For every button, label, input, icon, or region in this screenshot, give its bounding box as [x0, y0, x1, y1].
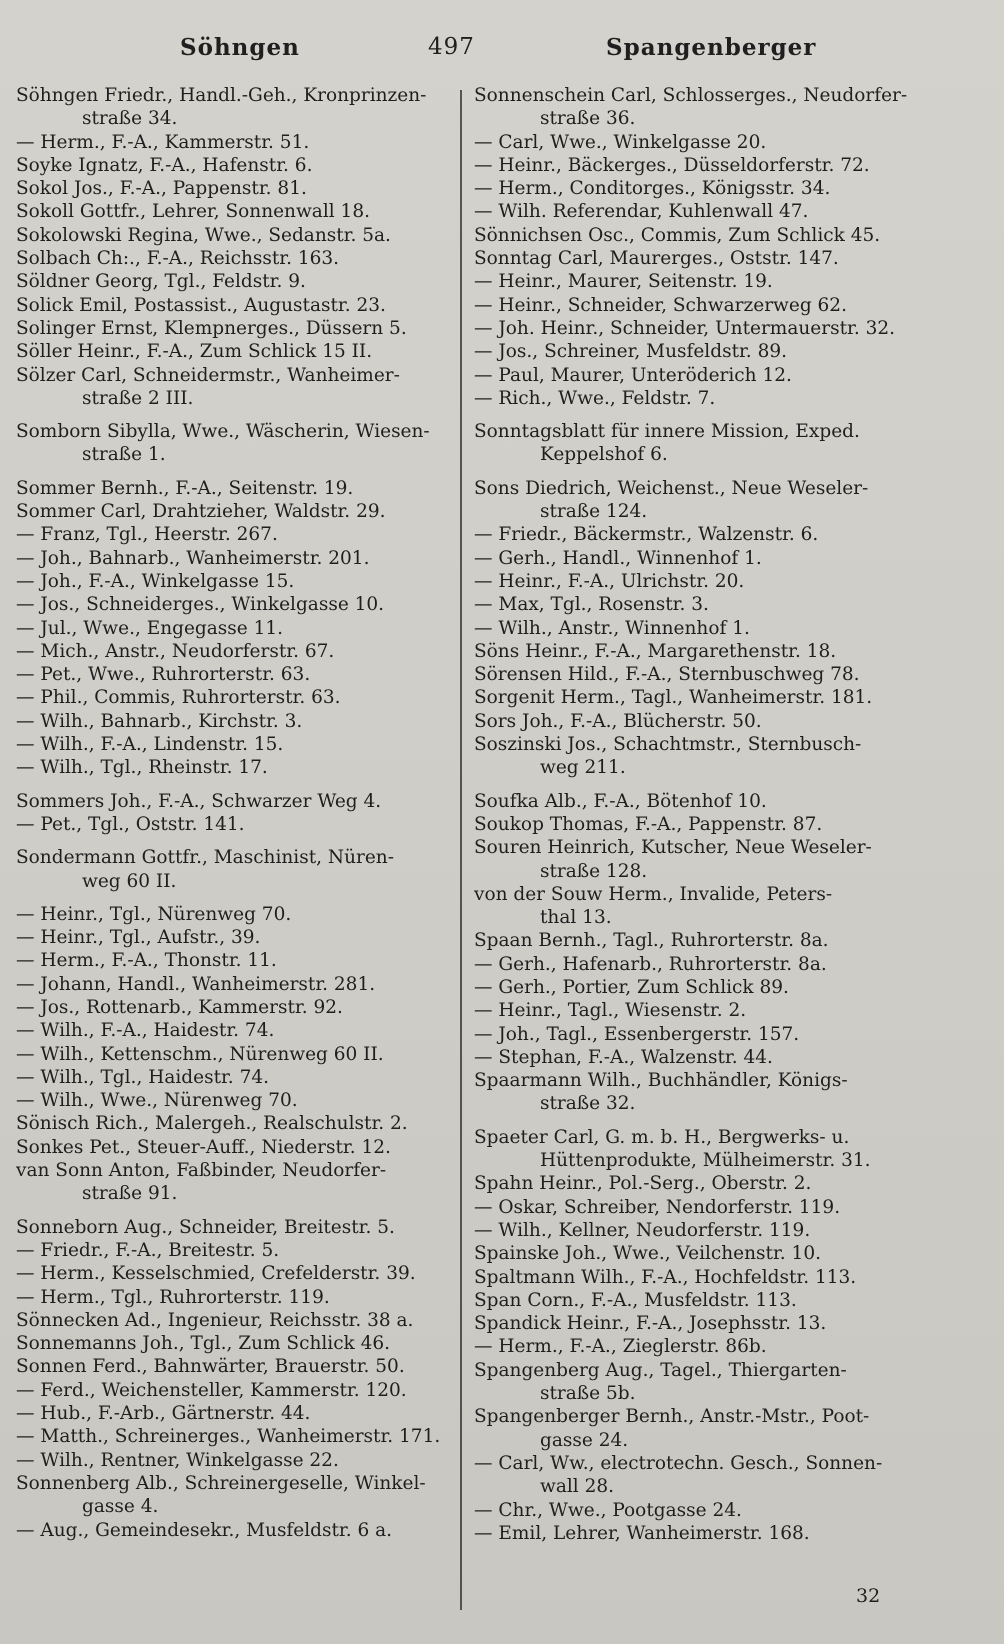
entry-line: — Wilh. Referendar, Kuhlenwall 47.	[474, 201, 809, 223]
entry-continuation: straße 1.	[82, 444, 166, 466]
column-divider	[460, 90, 462, 1610]
entry-line: — Heinr., Maurer, Seitenstr. 19.	[474, 271, 773, 293]
entry-line: — Wilh., F.-A., Haidestr. 74.	[16, 1020, 275, 1042]
directory-entry	[474, 976, 914, 999]
entry-line: — Heinr., Tgl., Nürenweg 70.	[16, 903, 292, 925]
entry-line: — Wilh., Rentner, Winkelgasse 22.	[16, 1449, 339, 1471]
directory-entry	[474, 836, 914, 883]
directory-entry	[16, 224, 456, 247]
right-column	[474, 84, 914, 1545]
entry-line: Söller Heinr., F.-A., Zum Schlick 15 II.	[16, 341, 373, 363]
directory-entry	[474, 200, 914, 223]
directory-entry	[16, 733, 456, 756]
entry-line: Spaarmann Wilh., Buchhändler, Königs-	[474, 1070, 848, 1092]
entry-line: Sonneborn Aug., Schneider, Breitestr. 5.	[16, 1216, 395, 1238]
entry-line: — Joh. Heinr., Schneider, Untermauerstr. 32.	[474, 317, 896, 339]
directory-entry	[474, 477, 914, 524]
entry-line: Sonnen Ferd., Bahnwärter, Brauerstr. 50.	[16, 1356, 405, 1378]
entry-line: Sommer Bernh., F.-A., Seitenstr. 19.	[16, 477, 354, 499]
entry-continuation: straße 34.	[82, 108, 178, 130]
directory-entry	[474, 224, 914, 247]
entry-line: — Heinr., F.-A., Ulrichstr. 20.	[474, 570, 745, 592]
directory-entry	[16, 84, 456, 131]
header-left-keyword: Söhngen	[180, 34, 300, 61]
entry-line: — Wilh., Wwe., Nürenweg 70.	[16, 1090, 298, 1112]
entry-line: — Wilh., Anstr., Winnenhof 1.	[474, 617, 750, 639]
directory-entry	[16, 1019, 456, 1042]
directory-entry	[474, 883, 914, 930]
entry-line: — Max, Tgl., Rosenstr. 3.	[474, 594, 709, 616]
entry-line: Soukop Thomas, F.-A., Pappenstr. 87.	[474, 813, 823, 835]
directory-entry	[474, 317, 914, 340]
entry-line: — Chr., Wwe., Pootgasse 24.	[474, 1499, 742, 1521]
directory-entry	[474, 1405, 914, 1452]
directory-entry	[16, 364, 456, 411]
page-number: 497	[428, 34, 475, 60]
entry-line: — Oskar, Schreiber, Nendorferstr. 119.	[474, 1196, 841, 1218]
entry-continuation: straße 124.	[540, 501, 648, 523]
directory-entry	[16, 790, 456, 813]
directory-entry	[16, 294, 456, 317]
entry-line: Sonnemanns Joh., Tgl., Zum Schlick 46.	[16, 1333, 391, 1355]
entry-line: Spainske Joh., Wwe., Veilchenstr. 10.	[474, 1243, 821, 1265]
entry-line: — Ferd., Weichensteller, Kammerstr. 120.	[16, 1379, 407, 1401]
entry-continuation: Hüttenprodukte, Mülheimerstr. 31.	[540, 1150, 871, 1172]
directory-entry	[16, 200, 456, 223]
entry-line: Solick Emil, Postassist., Augustastr. 23.	[16, 294, 386, 316]
entry-line: Spaltmann Wilh., F.-A., Hochfeldstr. 113.	[474, 1266, 857, 1288]
header-right-keyword: Spangenberger	[606, 34, 817, 61]
directory-entry	[16, 1159, 456, 1206]
entry-line: Somborn Sibylla, Wwe., Wäscherin, Wiesen-	[16, 421, 430, 443]
entry-line: Sölzer Carl, Schneidermstr., Wanheimer-	[16, 364, 400, 386]
directory-entry	[16, 570, 456, 593]
entry-line: Soyke Ignatz, F.-A., Hafenstr. 6.	[16, 154, 313, 176]
entry-line: Spandick Heinr., F.-A., Josephsstr. 13.	[474, 1313, 827, 1335]
directory-entry	[16, 1286, 456, 1309]
entry-line: — Gerh., Portier, Zum Schlick 89.	[474, 976, 789, 998]
entry-line: — Herm., F.-A., Kammerstr. 51.	[16, 131, 310, 153]
entry-line: Soszinski Jos., Schachtmstr., Sternbusch-	[474, 734, 862, 756]
entry-line: Sörensen Hild., F.-A., Sternbuschweg 78.	[474, 664, 860, 686]
directory-entry	[16, 686, 456, 709]
entry-line: van Sonn Anton, Faßbinder, Neudorfer-	[16, 1160, 387, 1182]
entry-continuation: gasse 24.	[540, 1429, 629, 1451]
entry-line: — Herm., F.-A., Zieglerstr. 86b.	[474, 1336, 767, 1358]
entry-line: — Rich., Wwe., Feldstr. 7.	[474, 387, 716, 409]
directory-entry	[16, 1216, 456, 1239]
entry-line: — Joh., Tagl., Essenbergerstr. 157.	[474, 1023, 800, 1045]
entry-line: — Paul, Maurer, Unteröderich 12.	[474, 364, 792, 386]
directory-entry	[474, 247, 914, 270]
directory-entry	[16, 949, 456, 972]
directory-entry	[474, 1219, 914, 1242]
entry-line: Sonnenberg Alb., Schreinergeselle, Winkel-	[16, 1472, 426, 1494]
directory-entry	[474, 1499, 914, 1522]
entry-line: — Joh., F.-A., Winkelgasse 15.	[16, 570, 295, 592]
entry-line: — Wilh., Tgl., Haidestr. 74.	[16, 1066, 269, 1088]
entry-line: Sorgenit Herm., Tagl., Wanheimerstr. 181.	[474, 687, 873, 709]
directory-entry	[16, 1112, 456, 1135]
directory-entry	[474, 733, 914, 780]
directory-entry	[474, 131, 914, 154]
entry-line: — Friedr., Bäckermstr., Walzenstr. 6.	[474, 524, 819, 546]
entry-line: — Carl, Wwe., Winkelgasse 20.	[474, 131, 767, 153]
directory-entry	[474, 1289, 914, 1312]
entry-line: — Heinr., Tgl., Aufstr., 39.	[16, 927, 261, 949]
directory-entry	[474, 364, 914, 387]
entry-line: — Gerh., Handl., Winnenhof 1.	[474, 547, 762, 569]
directory-entry	[474, 593, 914, 616]
entry-line: — Carl, Ww., electrotechn. Gesch., Sonnen-	[474, 1452, 883, 1474]
directory-entry	[16, 973, 456, 996]
directory-entry	[474, 710, 914, 733]
entry-line: — Heinr., Bäckerges., Düsseldorferstr. 72.	[474, 154, 870, 176]
directory-entry	[16, 1425, 456, 1448]
directory-entry	[474, 84, 914, 131]
entry-line: Span Corn., F.-A., Musfeldstr. 113.	[474, 1289, 797, 1311]
entry-line: — Stephan, F.-A., Walzenstr. 44.	[474, 1046, 773, 1068]
directory-entry	[16, 1262, 456, 1285]
directory-entry	[16, 547, 456, 570]
entry-line: Soufka Alb., F.-A., Bötenhof 10.	[474, 790, 767, 812]
directory-entry	[16, 926, 456, 949]
entry-line: — Pet., Wwe., Ruhrorterstr. 63.	[16, 664, 311, 686]
directory-entry	[16, 317, 456, 340]
directory-entry	[16, 903, 456, 926]
directory-entry	[16, 756, 456, 779]
directory-entry	[16, 846, 456, 893]
directory-entry	[474, 640, 914, 663]
directory-entry	[474, 929, 914, 952]
directory-entry	[16, 996, 456, 1019]
directory-entry	[474, 340, 914, 363]
directory-entry	[474, 1522, 914, 1545]
directory-entry	[16, 1379, 456, 1402]
entry-line: — Jos., Schneiderges., Winkelgasse 10.	[16, 594, 385, 616]
directory-entry	[474, 547, 914, 570]
entry-line: Sons Diedrich, Weichenst., Neue Weseler-	[474, 477, 869, 499]
directory-entry	[16, 247, 456, 270]
directory-entry	[16, 1239, 456, 1262]
entry-line: — Aug., Gemeindesekr., Musfeldstr. 6 a.	[16, 1519, 393, 1541]
directory-entry	[474, 1126, 914, 1173]
directory-entry	[16, 523, 456, 546]
directory-entry	[474, 1452, 914, 1499]
entry-continuation: weg 60 II.	[82, 870, 177, 892]
directory-entry	[16, 270, 456, 293]
entry-line: — Wilh., Kettenschm., Nürenweg 60 II.	[16, 1043, 384, 1065]
entry-line: — Wilh., Tgl., Rheinstr. 17.	[16, 757, 268, 779]
directory-entry	[16, 617, 456, 640]
directory-entry	[474, 387, 914, 410]
entry-continuation: straße 5b.	[540, 1383, 636, 1405]
entry-line: Sondermann Gottfr., Maschinist, Nüren-	[16, 847, 394, 869]
entry-line: Sors Joh., F.-A., Blücherstr. 50.	[474, 710, 762, 732]
directory-entry	[474, 1023, 914, 1046]
entry-line: — Wilh., Bahnarb., Kirchstr. 3.	[16, 710, 303, 732]
entry-line: Sommers Joh., F.-A., Schwarzer Weg 4.	[16, 790, 382, 812]
directory-entry	[474, 523, 914, 546]
entry-line: Sokol Jos., F.-A., Pappenstr. 81.	[16, 178, 307, 200]
entry-line: — Herm., Kesselschmied, Crefelderstr. 39.	[16, 1263, 416, 1285]
directory-entry	[474, 177, 914, 200]
directory-entry	[16, 420, 456, 467]
directory-entry	[16, 1089, 456, 1112]
entry-line: — Mich., Anstr., Neudorferstr. 67.	[16, 640, 335, 662]
entry-line: — Matth., Schreinerges., Wanheimerstr. 171.	[16, 1426, 441, 1448]
directory-entry	[474, 1069, 914, 1116]
directory-entry	[474, 1046, 914, 1069]
directory-entry	[474, 154, 914, 177]
entry-line: Solinger Ernst, Klempnerges., Düssern 5.	[16, 317, 407, 339]
entry-line: — Emil, Lehrer, Wanheimerstr. 168.	[474, 1522, 810, 1544]
directory-entry	[474, 663, 914, 686]
entry-line: Spangenberg Aug., Tagel., Thiergarten-	[474, 1359, 847, 1381]
entry-line: — Franz, Tgl., Heerstr. 267.	[16, 524, 278, 546]
entry-line: Spahn Heinr., Pol.-Serg., Oberstr. 2.	[474, 1173, 812, 1195]
directory-entry	[474, 1172, 914, 1195]
entry-line: Sönisch Rich., Malergeh., Realschulstr. 2.	[16, 1113, 408, 1135]
directory-entry	[16, 710, 456, 733]
entry-continuation: thal 13.	[540, 907, 612, 929]
entry-line: — Herm., F.-A., Thonstr. 11.	[16, 950, 277, 972]
directory-entry	[474, 1359, 914, 1406]
directory-entry	[474, 790, 914, 813]
entry-line: Solbach Ch:., F.-A., Reichsstr. 163.	[16, 248, 340, 270]
entry-line: — Johann, Handl., Wanheimerstr. 281.	[16, 973, 376, 995]
directory-entry	[16, 1472, 456, 1519]
directory-entry	[16, 1332, 456, 1355]
entry-line: — Jul., Wwe., Engegasse 11.	[16, 617, 284, 639]
directory-entry	[474, 570, 914, 593]
directory-entry	[16, 1449, 456, 1472]
entry-line: Söns Heinr., F.-A., Margarethenstr. 18.	[474, 640, 837, 662]
entry-line: Spangenberger Bernh., Anstr.-Mstr., Poot-	[474, 1406, 870, 1428]
directory-entry	[474, 813, 914, 836]
entry-line: Sokolowski Regina, Wwe., Sedanstr. 5a.	[16, 224, 391, 246]
entry-line: Sönnecken Ad., Ingenieur, Reichsstr. 38 a.	[16, 1309, 414, 1331]
directory-entry	[474, 617, 914, 640]
entry-line: Sonntag Carl, Maurerges., Oststr. 147.	[474, 248, 839, 270]
entry-line: — Herm., Conditorges., Königsstr. 34.	[474, 178, 831, 200]
directory-entry	[474, 1266, 914, 1289]
directory-entry	[474, 999, 914, 1022]
left-column	[16, 84, 456, 1542]
entry-line: Sonnenschein Carl, Schlosserges., Neudorfer-	[474, 85, 908, 106]
entry-line: Söldner Georg, Tgl., Feldstr. 9.	[16, 271, 306, 293]
entry-line: — Joh., Bahnarb., Wanheimerstr. 201.	[16, 547, 370, 569]
entry-line: Spaeter Carl, G. m. b. H., Bergwerks- u.	[474, 1126, 850, 1148]
entry-line: Spaan Bernh., Tagl., Ruhrorterstr. 8a.	[474, 930, 829, 952]
directory-entry	[16, 1066, 456, 1089]
entry-line: Sonntagsblatt für innere Mission, Exped.	[474, 421, 860, 443]
directory-entry	[474, 1335, 914, 1358]
entry-line: — Hub., F.-Arb., Gärtnerstr. 44.	[16, 1403, 311, 1425]
directory-entry	[16, 813, 456, 836]
entry-continuation: gasse 4.	[82, 1496, 159, 1518]
directory-entry	[16, 154, 456, 177]
directory-entry	[16, 1136, 456, 1159]
entry-continuation: straße 32.	[540, 1093, 636, 1115]
entry-line: Sokoll Gottfr., Lehrer, Sonnenwall 18.	[16, 201, 370, 223]
directory-entry	[16, 477, 456, 500]
directory-entry	[474, 1196, 914, 1219]
directory-entry	[474, 294, 914, 317]
directory-entry	[16, 1519, 456, 1542]
entry-continuation: weg 211.	[540, 757, 626, 779]
footer-sheet-number: 32	[856, 1585, 881, 1607]
entry-line: — Wilh., F.-A., Lindenstr. 15.	[16, 734, 284, 756]
directory-entry	[16, 1309, 456, 1332]
entry-line: — Pet., Tgl., Oststr. 141.	[16, 813, 245, 835]
entry-continuation: Keppelshof 6.	[540, 444, 668, 466]
entry-line: Sonkes Pet., Steuer-Auff., Niederstr. 12.	[16, 1136, 391, 1158]
entry-line: Sönnichsen Osc., Commis, Zum Schlick 45.	[474, 224, 881, 246]
directory-entry	[474, 1242, 914, 1265]
entry-line: — Wilh., Kellner, Neudorferstr. 119.	[474, 1219, 811, 1241]
entry-continuation: straße 36.	[540, 108, 636, 130]
entry-line: — Heinr., Schneider, Schwarzerweg 62.	[474, 294, 847, 316]
entry-continuation: straße 2 III.	[82, 387, 194, 409]
entry-continuation: wall 28.	[540, 1476, 614, 1498]
entry-line: — Heinr., Tagl., Wiesenstr. 2.	[474, 1000, 747, 1022]
directory-entry	[474, 270, 914, 293]
entry-continuation: straße 91.	[82, 1183, 178, 1205]
entry-line: — Phil., Commis, Ruhrorterstr. 63.	[16, 687, 341, 709]
directory-entry	[474, 420, 914, 467]
entry-line: Sommer Carl, Drahtzieher, Waldstr. 29.	[16, 501, 386, 523]
entry-line: Söhngen Friedr., Handl.-Geh., Kronprinzen-	[16, 85, 427, 106]
directory-entry	[16, 1402, 456, 1425]
entry-line: — Herm., Tgl., Ruhrorterstr. 119.	[16, 1286, 330, 1308]
entry-continuation: straße 128.	[540, 860, 648, 882]
entry-line: — Friedr., F.-A., Breitestr. 5.	[16, 1239, 280, 1261]
directory-entry	[16, 177, 456, 200]
directory-entry	[16, 640, 456, 663]
entry-line: — Jos., Schreiner, Musfeldstr. 89.	[474, 341, 787, 363]
directory-entry	[16, 663, 456, 686]
directory-entry	[474, 953, 914, 976]
entry-line: — Gerh., Hafenarb., Ruhrorterstr. 8a.	[474, 953, 827, 975]
directory-entry	[16, 593, 456, 616]
directory-entry	[16, 340, 456, 363]
directory-entry	[16, 131, 456, 154]
directory-entry	[474, 1312, 914, 1335]
entry-line: — Jos., Rottenarb., Kammerstr. 92.	[16, 996, 343, 1018]
directory-entry	[16, 500, 456, 523]
directory-entry	[16, 1043, 456, 1066]
entry-line: von der Souw Herm., Invalide, Peters-	[474, 883, 833, 905]
entry-line: Souren Heinrich, Kutscher, Neue Weseler-	[474, 837, 872, 859]
directory-entry	[16, 1355, 456, 1378]
directory-entry	[474, 686, 914, 709]
